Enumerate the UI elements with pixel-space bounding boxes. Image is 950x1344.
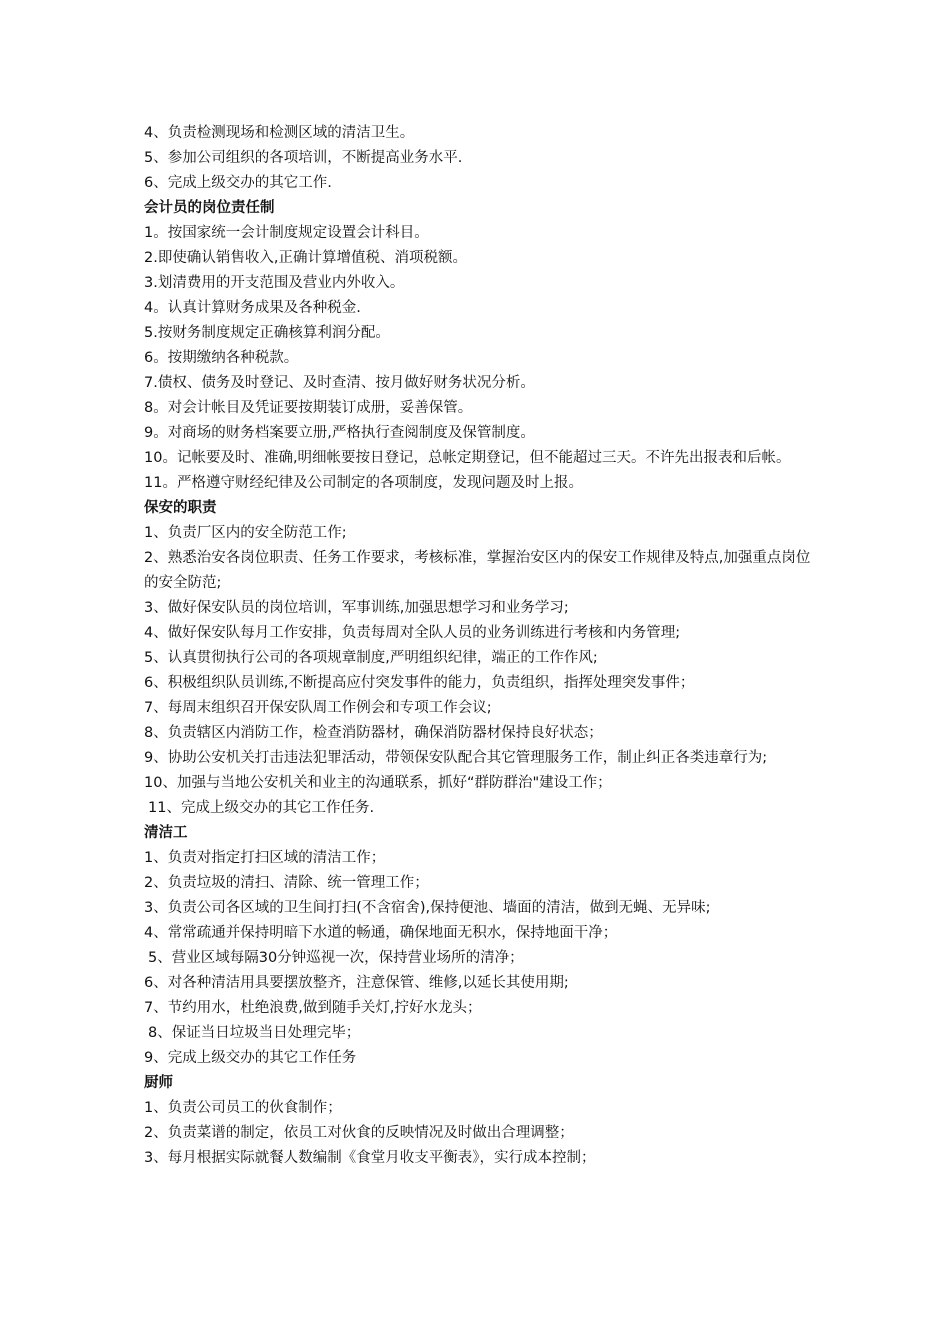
chef-item: 2、负责菜谱的制定，依员工对伙食的反映情况及时做出合理调整； xyxy=(144,1125,574,1141)
accountant-item: 2.即使确认销售收入,正确计算增值税、消项税额。 xyxy=(144,250,467,266)
cleaner-item: 5、营业区域每隔30分钟巡视一次，保持营业场所的清净； xyxy=(148,950,524,966)
cleaner-item: 4、常常疏通并保持明暗下水道的畅通，确保地面无积水，保持地面干净； xyxy=(144,925,618,941)
cleaner-item: 3、负责公司各区域的卫生间打扫(不含宿舍),保持便池、墙面的清洁，做到无蝇、无异味; xyxy=(144,900,711,916)
accountant-item: 1。按国家统一会计制度规定设置会计科目。 xyxy=(144,225,429,241)
cleaner-item: 6、对各种清洁用具要摆放整齐，注意保管、维修,以延长其使用期; xyxy=(144,975,569,991)
security-item: 2、熟悉治安各岗位职责、任务工作要求，考核标准，掌握治安区内的保安工作规律及特点,加强重点岗位的安全防范; xyxy=(144,550,811,591)
intro-item: 6、完成上级交办的其它工作. xyxy=(144,175,332,191)
accountant-item: 11。严格遵守财经纪律及公司制定的各项制度，发现问题及时上报。 xyxy=(144,475,583,491)
accountant-item: 7.债权、债务及时登记、及时查清、按月做好财务状况分析。 xyxy=(144,375,535,391)
cleaner-item: 2、负责垃圾的清扫、清除、统一管理工作； xyxy=(144,875,429,891)
document-page xyxy=(144,121,820,1171)
security-item: 5、认真贯彻执行公司的各项规章制度,严明组织纪律，端正的工作作风; xyxy=(144,650,598,666)
intro-item: 5、参加公司组织的各项培训，不断提高业务水平. xyxy=(144,150,463,166)
accountant-item: 3.划清费用的开支范围及营业内外收入。 xyxy=(144,275,405,291)
accountant-item: 5.按财务制度规定正确核算利润分配。 xyxy=(144,325,390,341)
security-item: 4、做好保安队每月工作安排，负责每周对全队人员的业务训练进行考核和内务管理; xyxy=(144,625,681,641)
section-title-security: 保安的职责 xyxy=(144,500,217,516)
section-title-cleaner: 清洁工 xyxy=(144,825,188,841)
security-item: 10、加强与当地公安机关和业主的沟通联系，抓好“群防群治"建设工作； xyxy=(144,775,612,791)
cleaner-item: 8、保证当日垃圾当日处理完毕； xyxy=(148,1025,361,1041)
security-item: 11、完成上级交办的其它工作任务. xyxy=(148,800,375,816)
security-item: 8、负责辖区内消防工作，检查消防器材，确保消防器材保持良好状态； xyxy=(144,725,603,741)
cleaner-item: 7、节约用水，杜绝浪费,做到随手关灯,拧好水龙头； xyxy=(144,1000,482,1016)
chef-item: 1、负责公司员工的伙食制作； xyxy=(144,1100,342,1116)
security-item: 6、积极组织队员训练,不断提高应付突发事件的能力，负责组织，指挥处理突发事件； xyxy=(144,675,695,691)
security-item: 3、做好保安队员的岗位培训，军事训练,加强思想学习和业务学习; xyxy=(144,600,569,616)
accountant-item: 4。认真计算财务成果及各种税金. xyxy=(144,300,361,316)
cleaner-item: 9、完成上级交办的其它工作任务 xyxy=(144,1050,357,1066)
accountant-item: 9。对商场的财务档案要立册,严格执行查阅制度及保管制度。 xyxy=(144,425,535,441)
section-title-chef: 厨师 xyxy=(144,1075,173,1091)
intro-item: 4、负责检测现场和检测区域的清洁卫生。 xyxy=(144,125,415,141)
security-item: 1、负责厂区内的安全防范工作; xyxy=(144,525,347,541)
accountant-item: 6。按期缴纳各种税款。 xyxy=(144,350,299,366)
chef-item: 3、每月根据实际就餐人数编制《食堂月收支平衡表》，实行成本控制； xyxy=(144,1150,596,1166)
cleaner-item: 1、负责对指定打扫区域的清洁工作； xyxy=(144,850,386,866)
security-item: 7、每周末组织召开保安队周工作例会和专项工作会议; xyxy=(144,700,492,716)
security-item: 9、协助公安机关打击违法犯罪活动，带领保安队配合其它管理服务工作，制止纠正各类违章行为; xyxy=(144,750,768,766)
section-title-accountant: 会计员的岗位责任制 xyxy=(144,200,275,216)
accountant-item: 8。对会计帐目及凭证要按期装订成册，妥善保管。 xyxy=(144,400,473,416)
accountant-item: 10。记帐要及时、准确,明细帐要按日登记，总帐定期登记，但不能超过三天。不许先出报表和后帐。 xyxy=(144,450,791,466)
